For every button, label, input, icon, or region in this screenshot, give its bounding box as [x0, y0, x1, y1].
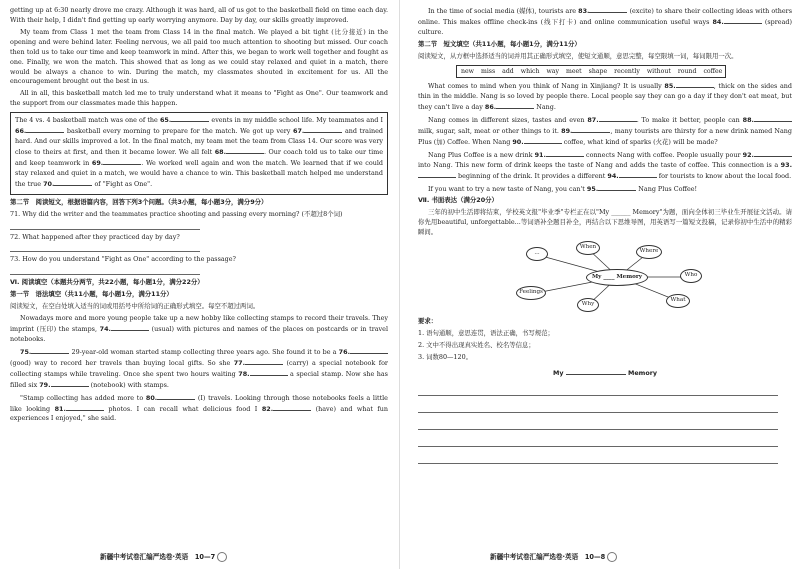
word-item: meet: [565, 67, 582, 75]
nang-p3a: Nang Plus Coffee is a new drink: [428, 150, 533, 159]
q92-number: 92.: [742, 150, 754, 159]
q78-blank[interactable]: [250, 369, 288, 376]
q85-number: 85.: [664, 82, 676, 91]
right-footer: [490, 552, 617, 562]
essay-line[interactable]: [418, 422, 778, 430]
essay-line[interactable]: [418, 456, 778, 464]
q88-number: 88.: [742, 115, 754, 124]
mind-map-node-why: Why: [577, 298, 599, 312]
q83-number: 83.: [578, 7, 590, 15]
word-item: miss: [480, 67, 496, 75]
answer-line-73[interactable]: [10, 267, 200, 275]
requirements-title: 要求：: [418, 317, 438, 326]
q80-number: 80.: [145, 393, 158, 402]
summary-s2: events in my middle school life. My teammates and I: [211, 116, 383, 125]
q69-number: 69.: [91, 158, 104, 167]
section2-title: 第二节 阅读短文，根据语篇内容，回答下列3个问题。（共3小题，每小题3分，满分9分）: [10, 197, 268, 206]
requirement-1: 1. 语句通顺，意思连贯，语法正确，书写规范；: [418, 329, 554, 338]
grammar-para-4: [418, 6, 792, 38]
writing-prompt: 三年的初中生活即将结束，学校英文报"毕业季"专栏正在以"My ______ Memory"为题，面向全体初三毕业生开展征文活动。请你先用beautiful, unforgettable...等词语补全题目补全，再结合以下思维导图，用英语写一篇短文投稿，记录你初中生活中的精彩瞬间。: [418, 208, 792, 237]
q66-blank[interactable]: [26, 126, 64, 133]
essay-title-blank[interactable]: [566, 368, 626, 375]
left-column: [10, 6, 388, 426]
grammar-p3c: photos. I can recall what delicious food I: [108, 404, 258, 413]
nang-p4b: Nang Plus Coffee!: [638, 184, 698, 193]
word-item: way: [546, 67, 559, 75]
nang-p3c: into Nang. This new form of drink keeps the taste of Nang and adds the taste of coffee. This connection is a: [418, 160, 779, 169]
summary-s7: of "Fight as One".: [94, 179, 153, 188]
word-item: round: [677, 67, 697, 75]
word-item: shape: [588, 67, 608, 75]
q68-number: 68.: [214, 147, 227, 156]
left-footer: [100, 552, 227, 562]
grammar-para-3: [10, 393, 388, 425]
q95-number: 95.: [586, 184, 599, 193]
q86-blank[interactable]: [496, 102, 534, 109]
q74-number: 74.: [99, 325, 111, 334]
nang-p2e: coffee, what kind of sparks (火花) will be made?: [563, 137, 718, 146]
q95-blank[interactable]: [598, 184, 636, 191]
question-72: 72. What happened after they practiced day by day?: [10, 232, 180, 241]
grammar-p3b: (I) travels. Looking through those notebooks feels a little like looking: [10, 393, 388, 413]
mind-map-node-dots: ...: [526, 247, 548, 261]
nang-p2d: , many tourists are thirsty for a new drink named Nang Plus (加) Coffee. When Nang: [418, 126, 792, 146]
grammar-p2b: (good) way to record her travels than buying local gifts. So she: [10, 358, 231, 367]
essay-line[interactable]: [418, 388, 778, 396]
nang-para-2: [418, 115, 792, 148]
q84-number: 84.: [712, 17, 724, 26]
q68-blank[interactable]: [226, 147, 264, 154]
essay-title-memory: Memory: [627, 368, 658, 377]
mind-map-center: My ____ Memory: [586, 269, 648, 286]
q88-blank[interactable]: [754, 115, 792, 122]
q79-blank[interactable]: [51, 380, 89, 387]
q80-blank[interactable]: [157, 393, 195, 400]
grammar-p4b: (excite) to share their collecting ideas with others online. This makes offline check-ins (线下打卡) and online communication useful ways: [418, 7, 792, 26]
nang-p3e: for tourists to know about the local food.: [658, 171, 792, 180]
word-item: without: [646, 67, 671, 75]
right-section2-title: 第二节 短文填空（共11小题，每小题1分，满分11分）: [418, 39, 581, 48]
nang-p2a: Nang comes in different sizes, tastes and even: [428, 115, 585, 124]
summary-s5: . Our coach told us to take our time and keep teamwork in: [15, 147, 383, 167]
summary-s4: and trained hard. And our skills improved a lot. In the final match, my team met the team from Class 14. Our score was very close to theirs at first, and then it became lower. We all felt: [15, 127, 383, 156]
left-footer-text: 新疆中考试卷汇编严选卷·英语 10—7: [100, 552, 216, 561]
q87-number: 87.: [587, 115, 599, 124]
summary-s3: basketball every morning to prepare for the match. We got up very: [66, 127, 291, 136]
q69-blank[interactable]: [103, 158, 141, 165]
q67-blank[interactable]: [304, 126, 342, 133]
grammar-para-2: [10, 347, 388, 391]
nang-p2b: . To make it better, people can: [636, 115, 740, 124]
summary-s1: The 4 vs. 4 basketball match was one of the: [15, 116, 158, 125]
q89-blank[interactable]: [572, 126, 610, 133]
word-item: add: [502, 67, 514, 75]
q67-number: 67.: [293, 127, 305, 136]
q81-blank[interactable]: [66, 404, 104, 411]
essay-line[interactable]: [418, 405, 778, 413]
question-71: 71. Why did the writer and the teammates practice shooting and passing every morning? (不超过8个词): [10, 209, 343, 218]
essay-title: [418, 368, 792, 379]
q83-blank[interactable]: [589, 6, 627, 13]
q70-blank[interactable]: [54, 179, 92, 186]
grammar-p4c: (spread) culture.: [418, 17, 792, 36]
q81-number: 81.: [54, 404, 66, 413]
right-column: [418, 6, 792, 464]
section1-instructions: 阅读短文，在空白处填入适当的词或用括号中所给词的正确形式填空。每空不超过两词。: [10, 302, 260, 311]
passage-match: My team from Class 1 met the team from Class 14 in the final match. We played a bit tight (比分接近) in the opening and were behind later. Feeling nervous, we all paid too much attention to shooting but missed. Our coach then told us to take our time and keep teamwork in mind. After this, we began to work well together and fought as one. Finally, we won the match. This showed that as long as we could stay relaxed and quiet in a match, there would be always a chance to win. During the match, my classmates shouted in excitement for us. All the encouragement brought out the best in us.: [10, 27, 388, 86]
q86-number: 86.: [484, 103, 497, 112]
q82-blank[interactable]: [273, 404, 311, 411]
grammar-p2a: 29-year-old woman started stamp collecting three years ago. She found it to be a: [71, 347, 337, 356]
q93-blank[interactable]: [418, 171, 456, 178]
grammar-p1b: (usual) with pictures and names of the places on postcards or in travel notebooks.: [10, 325, 388, 343]
q85-blank[interactable]: [676, 81, 714, 88]
answer-line-72[interactable]: [10, 244, 200, 252]
nang-para-4: [418, 184, 792, 195]
word-box: [456, 65, 726, 79]
question-73: 73. How do you understand "Fight as One" according to the passage?: [10, 255, 236, 264]
q84-blank[interactable]: [724, 17, 762, 24]
nang-p4a: If you want to try a new taste of Nang, you can't: [428, 184, 585, 193]
q94-number: 94.: [607, 171, 619, 180]
nang-p2c: milk, sugar, salt, meat or other things to it.: [418, 126, 559, 135]
grammar-p2c: (carry) a special notebook for collecting stamps while traveling. Once she spent two hours waiting: [10, 358, 388, 378]
q92-blank[interactable]: [754, 150, 792, 157]
q76-number: 76.: [338, 347, 350, 356]
logo-icon: [607, 552, 617, 562]
q65-blank[interactable]: [171, 115, 209, 122]
essay-line[interactable]: [418, 439, 778, 447]
nang-para-1: [418, 81, 792, 113]
grammar-para-1: [10, 314, 388, 345]
word-item: recently: [614, 67, 640, 75]
mind-map-node-what: What: [666, 294, 690, 308]
q70-number: 70.: [43, 179, 55, 188]
nang-p3b: connects Nang with coffee. People usually pour: [586, 150, 741, 159]
q75-number: 75.: [20, 347, 32, 356]
mind-map-node-who: Who: [680, 269, 702, 283]
grammar-p4a: In the time of social media (媒体), tourists are: [428, 7, 577, 15]
word-item: coffee: [703, 67, 723, 75]
answer-line-71[interactable]: [10, 222, 200, 230]
q76-blank[interactable]: [350, 347, 388, 354]
q89-number: 89.: [561, 126, 573, 135]
q93-number: 93.: [780, 160, 792, 169]
summary-box: [10, 112, 388, 194]
right-footer-text: 新疆中考试卷汇编严选卷·英语 10—8: [490, 552, 606, 561]
q91-blank[interactable]: [546, 150, 584, 157]
q94-blank[interactable]: [619, 171, 657, 178]
mind-map-node-feelings: Feelings: [516, 286, 546, 300]
passage-conclusion: All in all, this basketball match led me to truly understand what it means to "Fight as One". Our teamwork and the support from our classmates made this happen.: [10, 89, 388, 108]
word-item: which: [520, 67, 540, 75]
part6-title: Ⅵ. 阅读填空（本题共分两节，共22小题，每小题1分，满分22分）: [10, 278, 204, 287]
mind-map-node-when: When: [576, 241, 600, 255]
nang-para-3: [418, 150, 792, 182]
part7-title: Ⅶ. 书面表达（满分20分）: [418, 196, 498, 205]
nang-p1b: , thick on the sides and thin in the middle. Nang is so loved by people there. Local people say they can go a day if they don't eat meat, but they can't live a day: [418, 82, 792, 112]
nang-p1c: Nang.: [536, 103, 556, 112]
grammar-p3d: (have) and what fun experiences I enjoyed," she said.: [10, 404, 388, 423]
q91-number: 91.: [534, 150, 546, 159]
q77-blank[interactable]: [245, 358, 283, 365]
q90-blank[interactable]: [524, 137, 562, 144]
q75-blank[interactable]: [31, 347, 69, 354]
right-section2-instructions: 阅读短文，从方框中选择适当的词并用其正确形式填空，使短文通顺，意思完整，每空限填一词，每词限用一次。: [418, 51, 738, 60]
q74-blank[interactable]: [111, 324, 149, 331]
summary-s6: . We worked well again and won the match. We learned that if we could stay relaxed and quiet in a match, we would have a chance to win. This basketball match helped me understand the true: [15, 158, 383, 188]
grammar-p1a: Nowadays more and more young people take up a new hobby like collecting stamps to record their travels. They imprint (压印) the stamps,: [10, 314, 388, 334]
nang-p3d: beginning of the drink. It provides a different: [458, 171, 606, 180]
grammar-p3a: "Stamp collecting has added more to: [20, 393, 144, 402]
q66-number: 66.: [15, 127, 27, 136]
section1-title: 第一节 语法填空（共11小题，每小题1分，满分11分）: [10, 290, 173, 299]
passage-intro: getting up at 6:30 nearly drove me crazy. Although it was hard, all of us got to the basketball field on time each day. With their help, I didn't find getting up early worrying anymore. Day by day, our skills greatly improved.: [10, 6, 388, 24]
mind-map: [508, 241, 728, 313]
grammar-p2d: a special stamp. Now she has filled six: [10, 369, 388, 389]
word-item: new: [461, 67, 474, 75]
requirement-3: 3. 词数80—120。: [418, 352, 473, 361]
grammar-p2e: (notebook) with stamps.: [90, 380, 169, 389]
q82-number: 82.: [261, 404, 274, 413]
q65-number: 65.: [159, 116, 172, 125]
right-page: [400, 0, 800, 569]
q90-number: 90.: [512, 137, 524, 146]
nang-p1a: What comes to mind when you think of Nang in Xinjiang? It is usually: [428, 82, 662, 91]
q87-blank[interactable]: [599, 115, 637, 122]
q77-number: 77.: [233, 358, 246, 367]
summary-text: [15, 115, 383, 189]
q79-number: 79.: [39, 380, 51, 389]
q78-number: 78.: [238, 369, 250, 378]
essay-title-my: My: [552, 368, 564, 377]
logo-icon: [217, 552, 227, 562]
requirement-2: 2. 文中不得出现真实姓名、校名等信息；: [418, 340, 535, 349]
mind-map-node-where: Where: [636, 245, 662, 259]
